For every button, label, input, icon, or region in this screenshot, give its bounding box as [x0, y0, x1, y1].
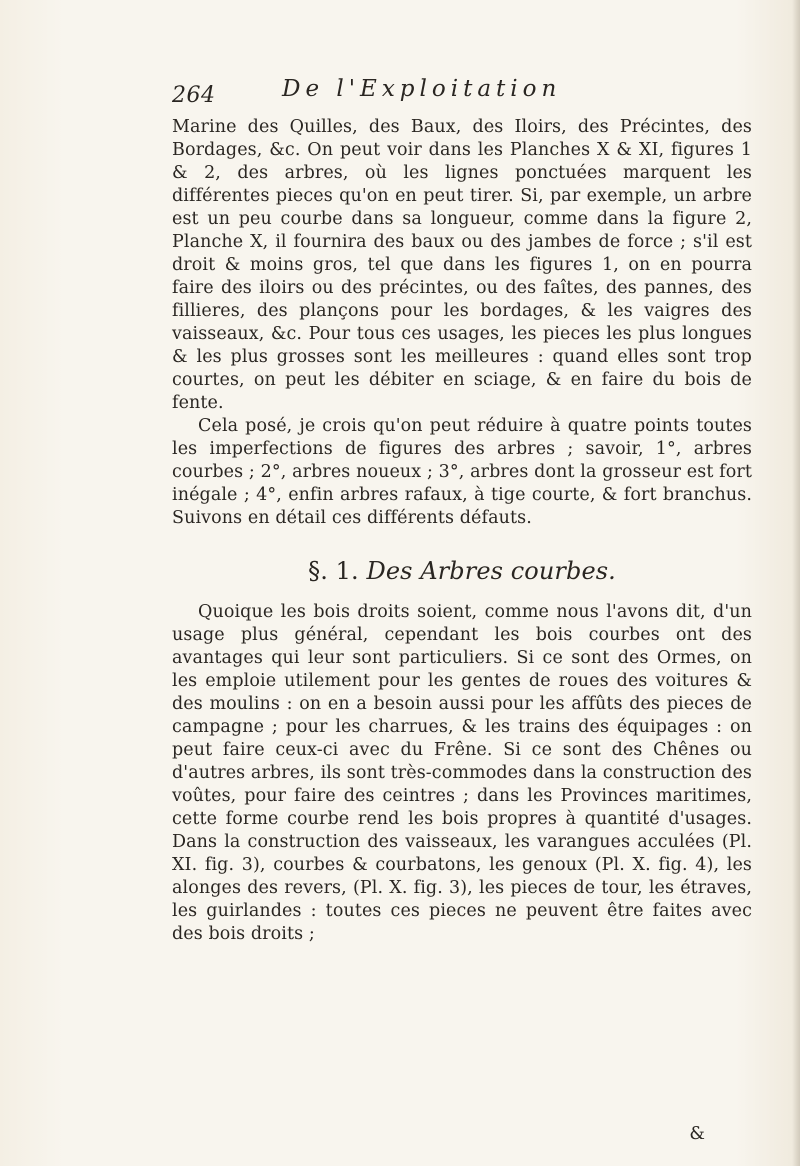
section-title: Des Arbres courbes.: [366, 557, 616, 585]
paragraph-2: Cela posé, je crois qu'on peut réduire à quatre points toutes les imperfections de figures des arbres ; savoir, 1°, arbres courbes ; 2°, arbres noueux ; 3°, arbres dont la grosseur est fort inégale ; 4°, enfin arbres rafaux, à tige courte, & fort branchus. Suivons en détail ces différents défauts.: [172, 416, 752, 528]
running-title: De l'Exploitation: [282, 76, 562, 102]
page-number: 264: [172, 83, 216, 108]
page-header: [172, 74, 642, 110]
section-number: §. 1.: [308, 557, 359, 585]
paragraph-1: Marine des Quilles, des Baux, des Iloirs, des Précintes, des Bordages, &c. On peut voir dans les Planches X & XI, figures 1 & 2, des arbres, où les lignes ponctuées marquent les différentes pieces qu'on en peut tirer. Si, par exemple, un arbre est un peu courbe dans sa longueur, comme dans la figure 2, Planche X, il fournira des baux ou des jambes de force ; s'il est droit & moins gros, tel que dans les figures 1, on en pourra faire des iloirs ou des précintes, ou des faîtes, des pannes, des fillieres, des plançons pour les bordages, & les vaigres des vaisseaux, &c. Pour tous ces usages, les pieces les plus longues & les plus grosses sont les meilleures : quand elles sont trop courtes, on peut les débiter en sciage, & en faire du bois de fente.: [172, 117, 752, 413]
section-paragraph-1: Quoique les bois droits soient, comme nous l'avons dit, d'un usage plus général, cependant les bois courbes ont des avantages qui leur sont particuliers. Si ce sont des Ormes, on les emploie utilement pour les gentes de roues des voitures & des moulins : on en a besoin aussi pour les affûts des pieces de campagne ; pour les charrues, & les trains des équipages : on peut faire ceux-ci avec du Frêne. Si ce sont des Chênes ou d'autres arbres, ils sont très-commodes dans la construction des voûtes, pour faire des ceintres ; dans les Provinces maritimes, cette forme courbe rend les bois propres à quantité d'usages. Dans la construction des vaisseaux, les varangues acculées (Pl. XI. fig. 3), courbes & courbatons, les genoux (Pl. X. fig. 4), les alonges des revers, (Pl. X. fig. 3), les pieces de tour, les étraves, les guirlandes : toutes ces pieces ne peuvent être faites avec des bois droits ;: [172, 602, 752, 944]
page-edge-shadow: [792, 0, 800, 1166]
catchword: &: [689, 1124, 705, 1144]
page-body: [172, 116, 752, 946]
section-heading: [172, 557, 752, 585]
